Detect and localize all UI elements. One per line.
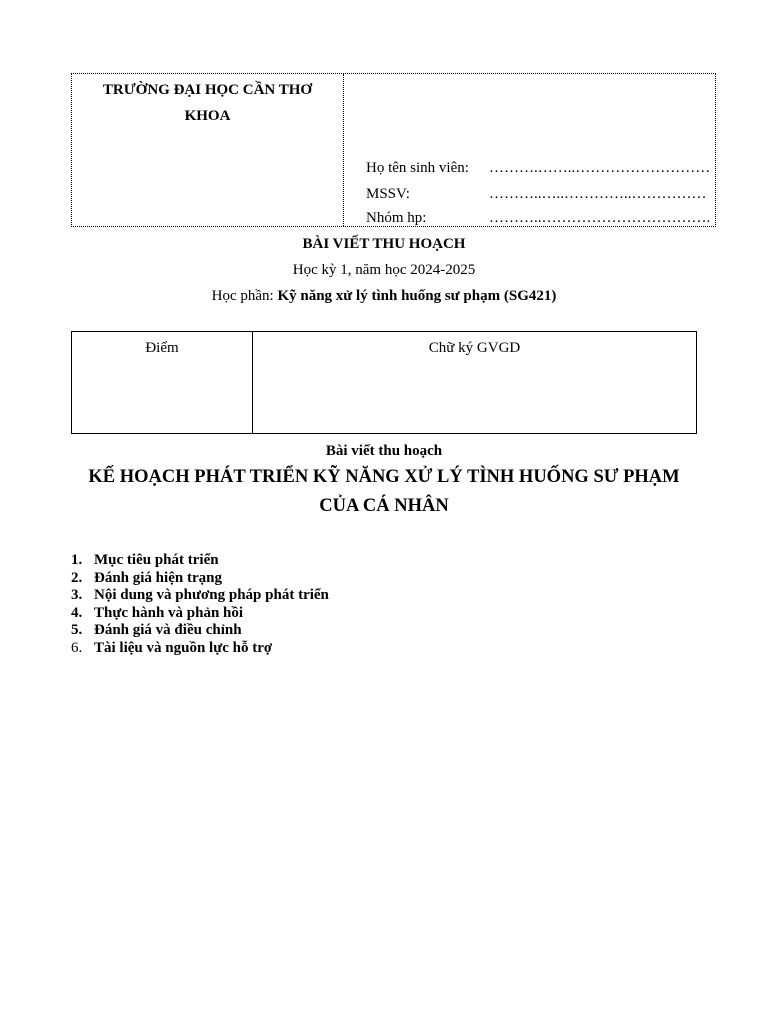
list-number: 1. bbox=[71, 552, 83, 568]
student-name-label: Họ tên sinh viên: bbox=[366, 160, 469, 176]
list-text: Nội dung và phương pháp phát triển bbox=[94, 587, 329, 604]
list-item bbox=[71, 622, 329, 640]
course-prefix: Học phần: bbox=[211, 288, 278, 304]
signature-label: Chữ ký GVGD bbox=[428, 340, 521, 356]
course-group-label: Nhóm hp: bbox=[366, 210, 427, 226]
score-label: Điểm bbox=[145, 340, 179, 356]
list-number: 2. bbox=[71, 569, 83, 586]
header-table bbox=[71, 73, 716, 227]
outline-list bbox=[71, 552, 329, 658]
essay-title-line1: KẾ HOẠCH PHÁT TRIỂN KỸ NĂNG XỬ LÝ TÌNH HUỐNG SƯ PHẠM bbox=[88, 467, 680, 487]
list-item bbox=[71, 605, 329, 623]
list-text: Đánh giá và điều chỉnh bbox=[94, 622, 242, 639]
faculty-label: KHOA bbox=[184, 108, 231, 124]
header-divider bbox=[343, 74, 344, 226]
list-number: 3. bbox=[71, 587, 83, 604]
university-name: TRƯỜNG ĐẠI HỌC CẦN THƠ bbox=[102, 82, 313, 98]
list-item bbox=[71, 570, 329, 588]
list-text: Đánh giá hiện trạng bbox=[94, 569, 222, 586]
grading-table bbox=[71, 331, 697, 434]
list-item bbox=[71, 640, 329, 658]
course-name: Kỹ năng xử lý tình huống sư phạm (SG421) bbox=[277, 288, 557, 304]
student-id-label: MSSV: bbox=[366, 186, 410, 202]
list-number: 4. bbox=[71, 604, 83, 621]
list-number: 6. bbox=[71, 639, 83, 656]
list-item bbox=[71, 587, 329, 605]
student-id-field[interactable]: ………..…..…………..…………… bbox=[489, 186, 707, 202]
list-item bbox=[71, 552, 329, 570]
essay-title-line2: CỦA CÁ NHÂN bbox=[319, 496, 449, 516]
course-line bbox=[0, 288, 768, 305]
report-title: BÀI VIẾT THU HOẠCH bbox=[302, 236, 466, 252]
semester-line: Học kỳ 1, năm học 2024-2025 bbox=[292, 262, 476, 278]
list-text: Thực hành và phản hồi bbox=[94, 604, 244, 621]
list-text: Tài liệu và nguồn lực hỗ trợ bbox=[94, 639, 273, 656]
student-name-field[interactable]: ……….……..……………………… bbox=[489, 160, 711, 176]
essay-subtitle: Bài viết thu hoạch bbox=[325, 443, 443, 459]
list-text: Mục tiêu phát triển bbox=[94, 552, 219, 568]
course-group-field[interactable]: ………..……………………………. bbox=[489, 210, 711, 226]
list-number: 5. bbox=[71, 622, 83, 639]
